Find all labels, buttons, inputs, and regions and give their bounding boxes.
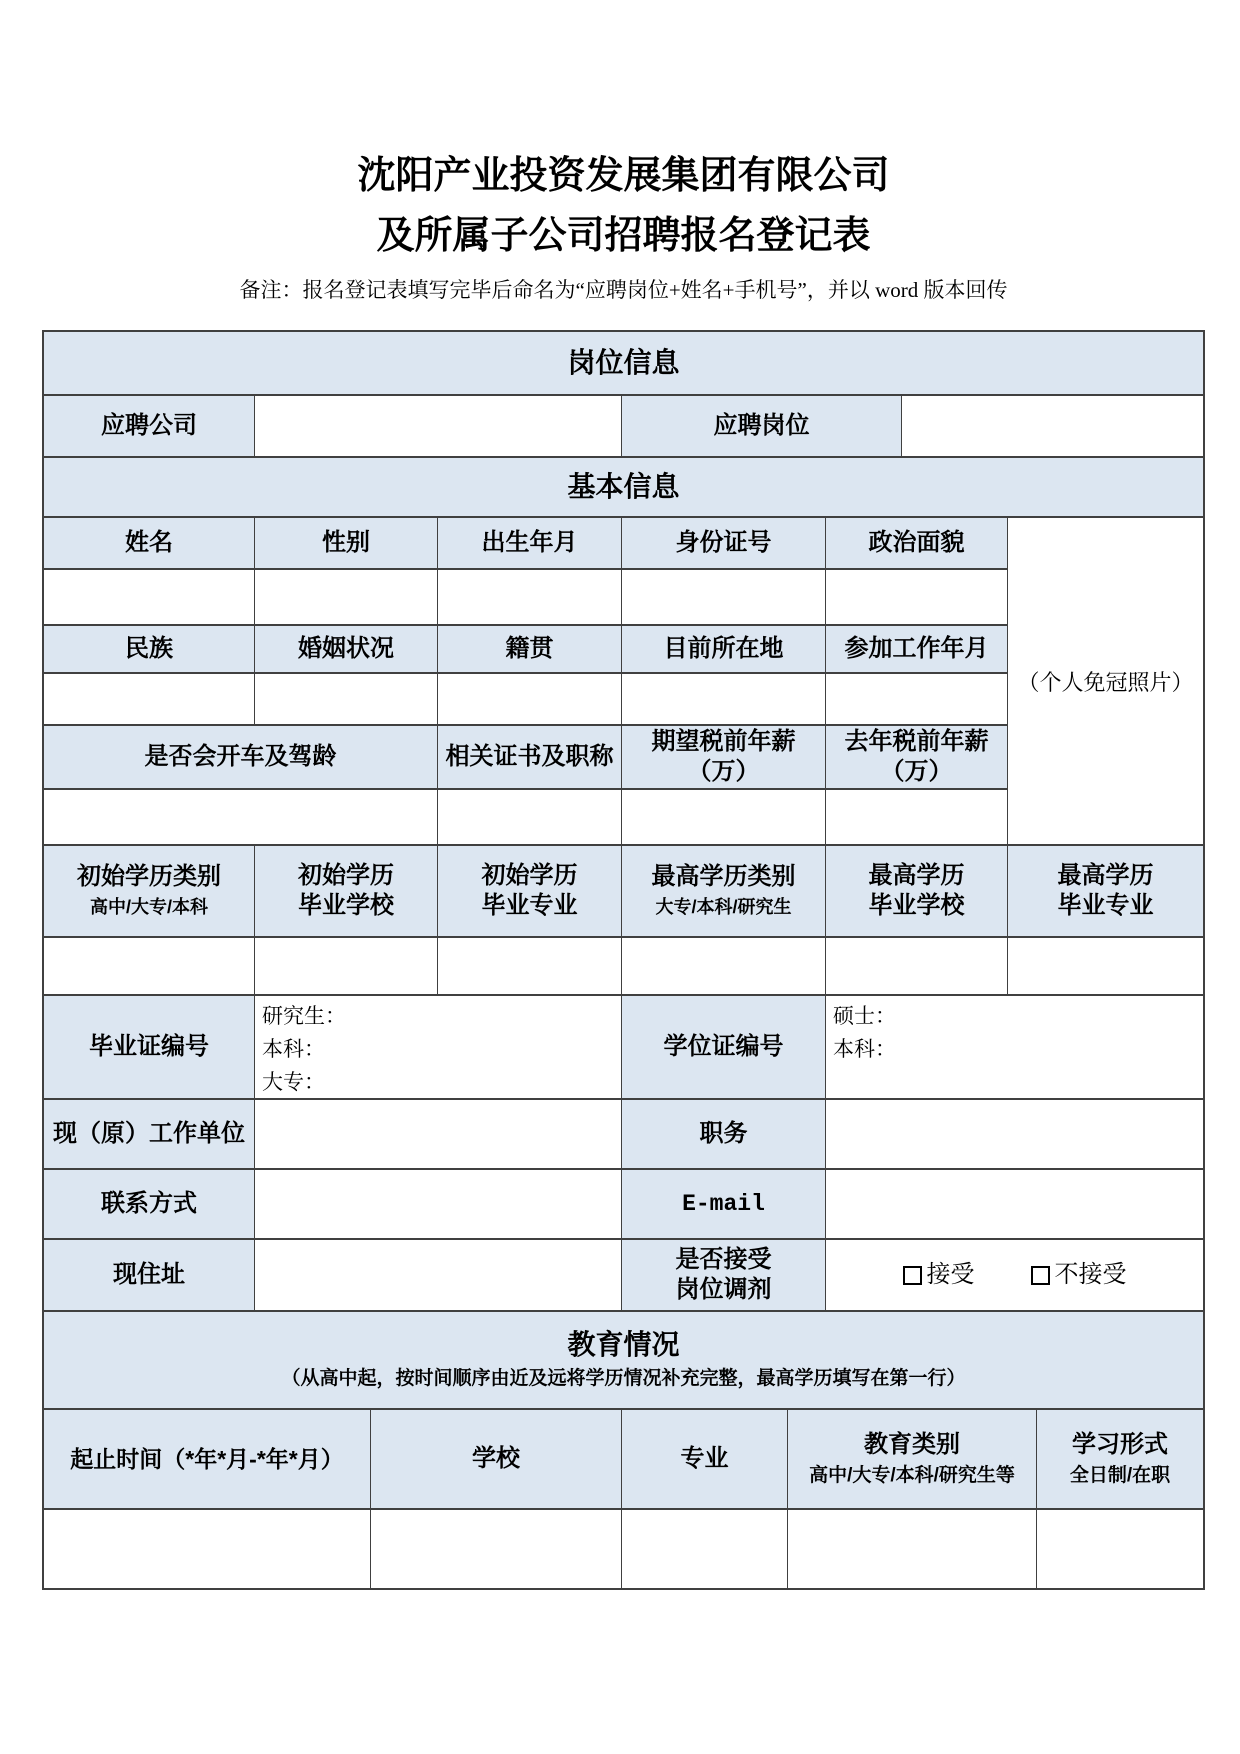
expected-salary-label-main: 期望税前年薪 bbox=[651, 728, 796, 755]
highest-degree-school-label bbox=[826, 846, 1008, 936]
job-info-section-title: 岗位信息 bbox=[44, 332, 1203, 394]
edu-period-header: 起止时间（*年*月-*年*月） bbox=[44, 1410, 371, 1508]
education-degree-labels-row bbox=[44, 846, 1203, 938]
initial-degree-school-label bbox=[255, 846, 438, 936]
employer-label: 现（原）工作单位 bbox=[44, 1100, 255, 1168]
reject-option-label: 不接受 bbox=[1054, 1262, 1127, 1288]
degree-number-input[interactable] bbox=[826, 996, 1203, 1098]
initial-degree-type-label bbox=[44, 846, 255, 936]
initial-degree-type-sub: 高中/大专/本科 bbox=[89, 897, 208, 917]
edu-form-header-sub: 全日制/在职 bbox=[1069, 1465, 1171, 1486]
highest-degree-major-input[interactable] bbox=[1008, 938, 1203, 994]
driving-input[interactable] bbox=[44, 790, 438, 844]
initial-degree-major-input[interactable] bbox=[438, 938, 622, 994]
reject-checkbox-icon[interactable] bbox=[1031, 1266, 1050, 1285]
edu-school-header: 学校 bbox=[371, 1410, 622, 1508]
highest-degree-type-sub: 大专/本科/研究生 bbox=[655, 897, 792, 917]
driving-label: 是否会开车及驾龄 bbox=[44, 726, 438, 788]
basic-inputs-row-2 bbox=[44, 674, 1008, 726]
initial-degree-major-main: 初始学历 bbox=[481, 862, 578, 889]
diploma-number-input[interactable] bbox=[255, 996, 622, 1098]
edu-category-header-sub: 高中/大专/本科/研究生等 bbox=[809, 1465, 1015, 1486]
position-input[interactable] bbox=[902, 396, 1203, 456]
edu-category-input[interactable] bbox=[788, 1510, 1037, 1588]
highest-degree-type-main: 最高学历类别 bbox=[651, 863, 796, 890]
accept-checkbox-icon[interactable] bbox=[903, 1266, 922, 1285]
basic-info-group bbox=[44, 518, 1203, 846]
edu-school-input[interactable] bbox=[371, 1510, 622, 1588]
adjustment-label-line2: 岗位调剂 bbox=[675, 1276, 772, 1303]
basic-inputs-row-3 bbox=[44, 790, 1008, 844]
political-status-input[interactable] bbox=[826, 570, 1008, 624]
education-table-header-row bbox=[44, 1410, 1203, 1510]
initial-degree-school-input[interactable] bbox=[255, 938, 438, 994]
basic-labels-row-3 bbox=[44, 726, 1008, 790]
adjustment-options-cell bbox=[826, 1240, 1203, 1310]
company-input[interactable] bbox=[255, 396, 622, 456]
education-section-note: （从高中起，按时间顺序由近及远将学历情况补充完整，最高学历填写在第一行） bbox=[281, 1367, 966, 1389]
birth-label: 出生年月 bbox=[438, 518, 622, 568]
diploma-number-label: 毕业证编号 bbox=[44, 996, 255, 1098]
education-section-row bbox=[44, 1312, 1203, 1410]
adjustment-label-line1: 是否接受 bbox=[675, 1246, 772, 1273]
basic-info-section-title: 基本信息 bbox=[44, 458, 1203, 516]
degree-line-bachelor: 本科： bbox=[833, 1037, 896, 1061]
highest-degree-type-input[interactable] bbox=[622, 938, 826, 994]
adjustment-label bbox=[622, 1240, 826, 1310]
doc-title-line2: 及所属子公司招聘报名登记表 bbox=[376, 215, 871, 257]
current-location-label: 目前所在地 bbox=[622, 626, 826, 672]
highest-degree-major-label bbox=[1008, 846, 1203, 936]
edu-period-input[interactable] bbox=[44, 1510, 371, 1588]
email-label: E-mail bbox=[622, 1170, 826, 1238]
position-label: 应聘岗位 bbox=[622, 396, 902, 456]
education-section-title: 教育情况 bbox=[567, 1328, 680, 1360]
gender-input[interactable] bbox=[255, 570, 438, 624]
highest-degree-major-sub: 毕业专业 bbox=[1057, 892, 1154, 919]
contact-row bbox=[44, 1170, 1203, 1240]
accept-option-label: 接受 bbox=[926, 1262, 975, 1288]
job-info-section-row bbox=[44, 332, 1203, 396]
doc-note: 备注：报名登记表填写完毕后命名为“应聘岗位+姓名+手机号”，并以 word 版本回传 bbox=[239, 278, 1008, 302]
work-start-label: 参加工作年月 bbox=[826, 626, 1008, 672]
political-status-label: 政治面貌 bbox=[826, 518, 1008, 568]
employer-input[interactable] bbox=[255, 1100, 622, 1168]
name-label: 姓名 bbox=[44, 518, 255, 568]
initial-degree-school-sub: 毕业学校 bbox=[298, 892, 394, 919]
last-year-salary-label-unit: （万） bbox=[880, 758, 953, 785]
edu-form-header bbox=[1037, 1410, 1203, 1508]
education-section-header bbox=[44, 1312, 1203, 1408]
edu-major-input[interactable] bbox=[622, 1510, 788, 1588]
certificates-input[interactable] bbox=[438, 790, 622, 844]
last-year-salary-label bbox=[826, 726, 1008, 788]
certificates-label: 相关证书及职称 bbox=[438, 726, 622, 788]
highest-degree-school-sub: 毕业学校 bbox=[868, 892, 965, 919]
contact-label: 联系方式 bbox=[44, 1170, 255, 1238]
diploma-line-college: 大专： bbox=[262, 1070, 325, 1094]
native-place-input[interactable] bbox=[438, 674, 622, 724]
job-title-label: 职务 bbox=[622, 1100, 826, 1168]
degree-line-master: 硕士： bbox=[833, 1004, 896, 1028]
job-title-input[interactable] bbox=[826, 1100, 1203, 1168]
certificate-numbers-row bbox=[44, 996, 1203, 1100]
accept-option[interactable] bbox=[903, 1260, 975, 1290]
ethnicity-label: 民族 bbox=[44, 626, 255, 672]
name-input[interactable] bbox=[44, 570, 255, 624]
email-input[interactable] bbox=[826, 1170, 1203, 1238]
edu-form-header-main: 学习形式 bbox=[1072, 1431, 1168, 1458]
education-entry-row bbox=[44, 1510, 1203, 1588]
doc-title-line1: 沈阳产业投资发展集团有限公司 bbox=[357, 155, 890, 197]
photo-cell[interactable] bbox=[1008, 518, 1203, 844]
highest-degree-school-input[interactable] bbox=[826, 938, 1008, 994]
initial-degree-major-label bbox=[438, 846, 622, 936]
marital-status-label: 婚姻状况 bbox=[255, 626, 438, 672]
basic-info-section-row bbox=[44, 458, 1203, 518]
last-year-salary-label-main: 去年税前年薪 bbox=[844, 728, 989, 755]
id-number-label: 身份证号 bbox=[622, 518, 826, 568]
job-info-row bbox=[44, 396, 1203, 458]
photo-placeholder-text: （个人免冠照片） bbox=[1017, 669, 1194, 695]
diploma-line-graduate: 研究生： bbox=[262, 1004, 346, 1028]
edu-category-header bbox=[788, 1410, 1037, 1508]
work-start-input[interactable] bbox=[826, 674, 1008, 724]
basic-inputs-row-1 bbox=[44, 570, 1008, 626]
birth-input[interactable] bbox=[438, 570, 622, 624]
basic-labels-row-2 bbox=[44, 626, 1008, 674]
address-row bbox=[44, 1240, 1203, 1312]
edu-major-header: 专业 bbox=[622, 1410, 788, 1508]
initial-degree-type-main: 初始学历类别 bbox=[77, 863, 221, 890]
native-place-label: 籍贯 bbox=[438, 626, 622, 672]
expected-salary-label-unit: （万） bbox=[687, 758, 760, 785]
initial-degree-school-main: 初始学历 bbox=[298, 862, 394, 889]
basic-info-left bbox=[44, 518, 1008, 844]
highest-degree-major-main: 最高学历 bbox=[1057, 862, 1154, 889]
degree-number-label: 学位证编号 bbox=[622, 996, 826, 1098]
company-label: 应聘公司 bbox=[44, 396, 255, 456]
address-label: 现住址 bbox=[44, 1240, 255, 1310]
address-input[interactable] bbox=[255, 1240, 622, 1310]
education-degree-inputs-row bbox=[44, 938, 1203, 996]
current-location-input[interactable] bbox=[622, 674, 826, 724]
ethnicity-input[interactable] bbox=[44, 674, 255, 724]
basic-labels-row-1 bbox=[44, 518, 1008, 570]
initial-degree-major-sub: 毕业专业 bbox=[481, 892, 578, 919]
highest-degree-school-main: 最高学历 bbox=[868, 862, 965, 889]
last-year-salary-input[interactable] bbox=[826, 790, 1008, 844]
expected-salary-input[interactable] bbox=[622, 790, 826, 844]
marital-status-input[interactable] bbox=[255, 674, 438, 724]
registration-form-table bbox=[42, 330, 1205, 1590]
diploma-line-bachelor: 本科： bbox=[262, 1037, 325, 1061]
edu-form-input[interactable] bbox=[1037, 1510, 1203, 1588]
id-number-input[interactable] bbox=[622, 570, 826, 624]
highest-degree-type-label bbox=[622, 846, 826, 936]
employer-row bbox=[44, 1100, 1203, 1170]
title-block bbox=[42, 0, 1205, 304]
reject-option[interactable] bbox=[1031, 1260, 1127, 1290]
gender-label: 性别 bbox=[255, 518, 438, 568]
initial-degree-type-input[interactable] bbox=[44, 938, 255, 994]
edu-category-header-main: 教育类别 bbox=[864, 1431, 960, 1458]
contact-input[interactable] bbox=[255, 1170, 622, 1238]
expected-salary-label bbox=[622, 726, 826, 788]
